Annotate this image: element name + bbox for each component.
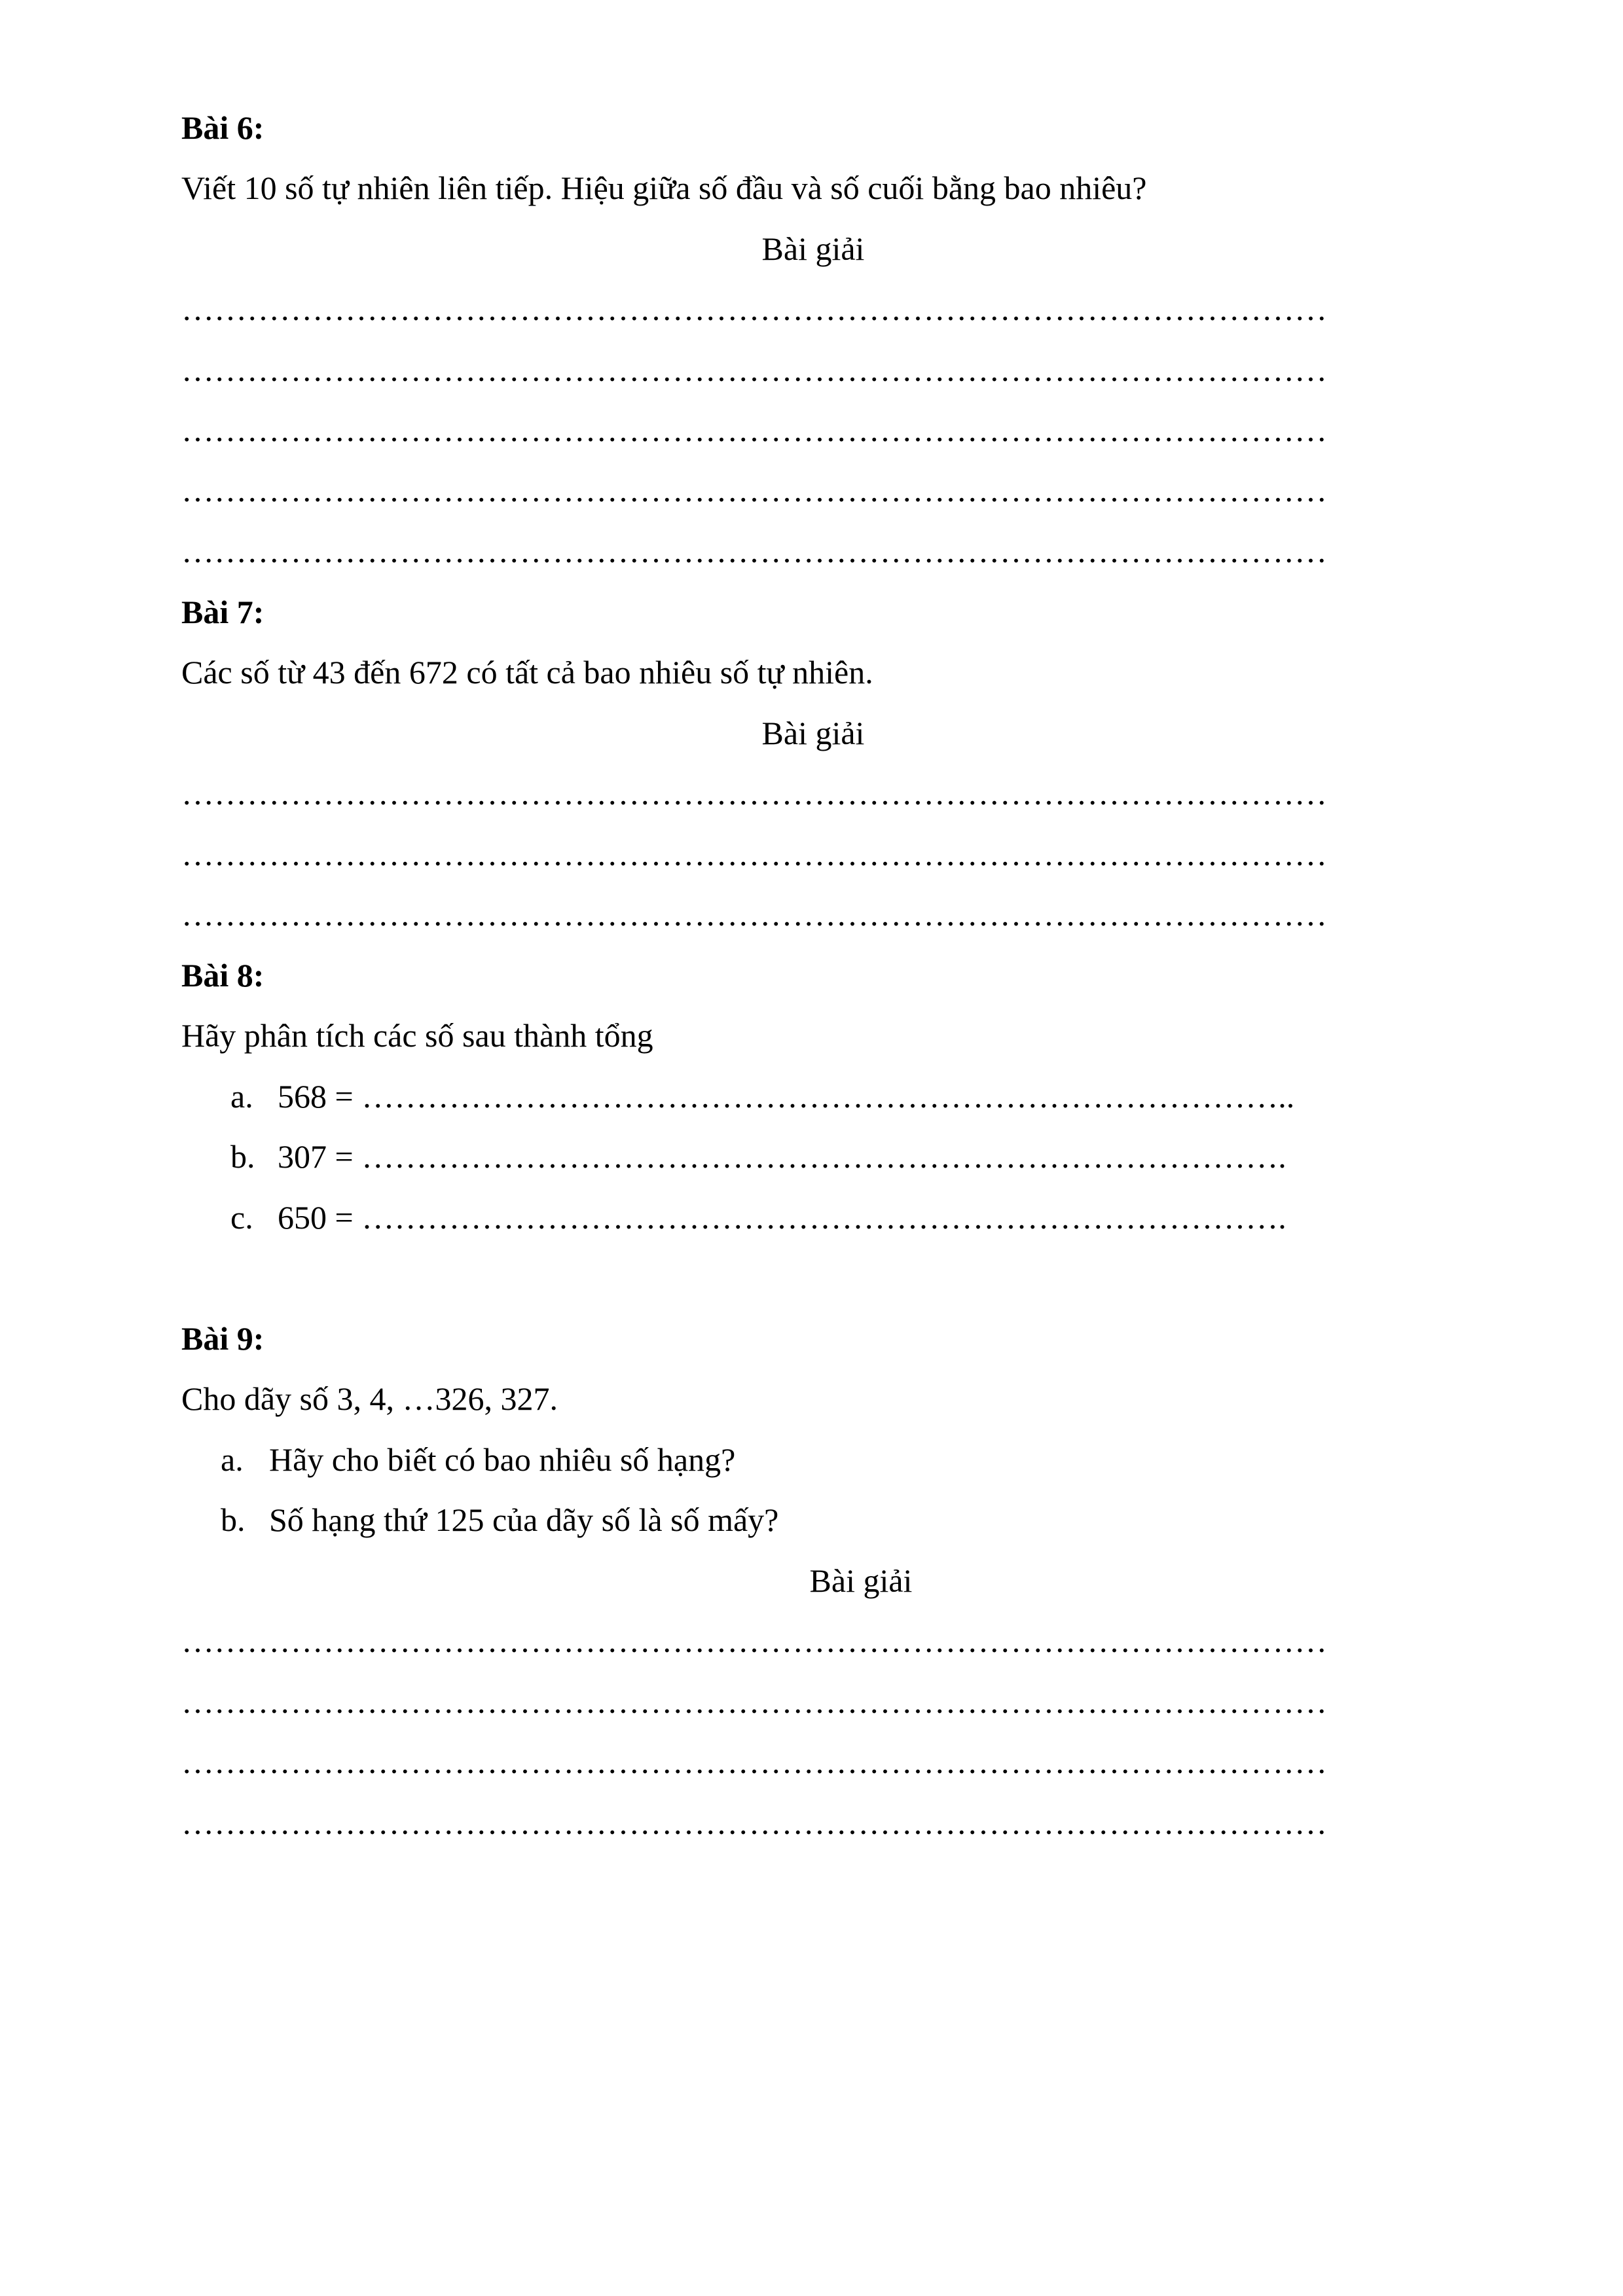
exercise-9-answer-line: …………………………………………………………………………………………… bbox=[181, 1804, 1327, 1841]
exercise-9-item-a bbox=[221, 1437, 1399, 1482]
exercise-7-heading: Bài 7: bbox=[181, 594, 264, 630]
exercise-7-question: Các số từ 43 đến 672 có tất cả bao nhiêu số tự nhiên. bbox=[181, 654, 873, 691]
exercise-9-answer-line: …………………………………………………………………………………………… bbox=[181, 1623, 1327, 1659]
exercise-7-answer-line: …………………………………………………………………………………………… bbox=[181, 775, 1327, 812]
exercise-6-answer-line: …………………………………………………………………………………………… bbox=[181, 533, 1327, 569]
exercise-6-answer-line: …………………………………………………………………………………………… bbox=[181, 472, 1327, 509]
list-item-text: 650 = …………………………………………………………………………. bbox=[278, 1199, 1286, 1236]
exercise-8-item-c bbox=[230, 1194, 1409, 1240]
exercise-8-item-b bbox=[230, 1134, 1409, 1179]
exercise-8-question: Hãy phân tích các số sau thành tổng bbox=[181, 1017, 653, 1054]
exercise-8-heading: Bài 8: bbox=[181, 957, 264, 994]
exercise-9-answer-line: …………………………………………………………………………………………… bbox=[181, 1744, 1327, 1780]
exercise-9-question: Cho dãy số 3, 4, …326, 327. bbox=[181, 1380, 558, 1417]
exercise-6-question: Viết 10 số tự nhiên liên tiếp. Hiệu giữa số đầu và số cuối bằng bao nhiêu? bbox=[181, 170, 1147, 206]
list-marker: a. bbox=[230, 1078, 253, 1115]
exercise-6-answer-line: …………………………………………………………………………………………… bbox=[181, 351, 1327, 388]
exercise-9-answer-line: …………………………………………………………………………………………… bbox=[181, 1683, 1327, 1720]
list-marker: a. bbox=[221, 1441, 244, 1478]
list-marker: b. bbox=[221, 1501, 246, 1538]
exercise-7-solution-label: Bài giải bbox=[761, 715, 865, 751]
exercise-6-answer-line: …………………………………………………………………………………………… bbox=[181, 291, 1327, 327]
exercise-8-item-a bbox=[230, 1073, 1409, 1119]
exercise-7-answer-line: …………………………………………………………………………………………… bbox=[181, 896, 1327, 933]
exercise-9-item-b bbox=[221, 1497, 1399, 1543]
exercise-6-heading: Bài 6: bbox=[181, 109, 264, 146]
exercise-7-answer-line: …………………………………………………………………………………………… bbox=[181, 836, 1327, 872]
exercise-9-solution-label: Bài giải bbox=[809, 1562, 913, 1599]
list-item-text: 307 = …………………………………………………………………………. bbox=[278, 1138, 1286, 1175]
exercise-6-solution-label: Bài giải bbox=[761, 230, 865, 267]
list-marker: c. bbox=[230, 1199, 253, 1236]
exercise-6-answer-line: …………………………………………………………………………………………… bbox=[181, 412, 1327, 448]
exercise-9-heading: Bài 9: bbox=[181, 1320, 264, 1357]
list-item-text: Số hạng thứ 125 của dãy số là số mấy? bbox=[269, 1501, 779, 1538]
list-marker: b. bbox=[230, 1138, 255, 1175]
list-item-text: Hãy cho biết có bao nhiêu số hạng? bbox=[269, 1441, 736, 1478]
list-item-text: 568 = ………………………………………………………………………….. bbox=[278, 1078, 1295, 1115]
